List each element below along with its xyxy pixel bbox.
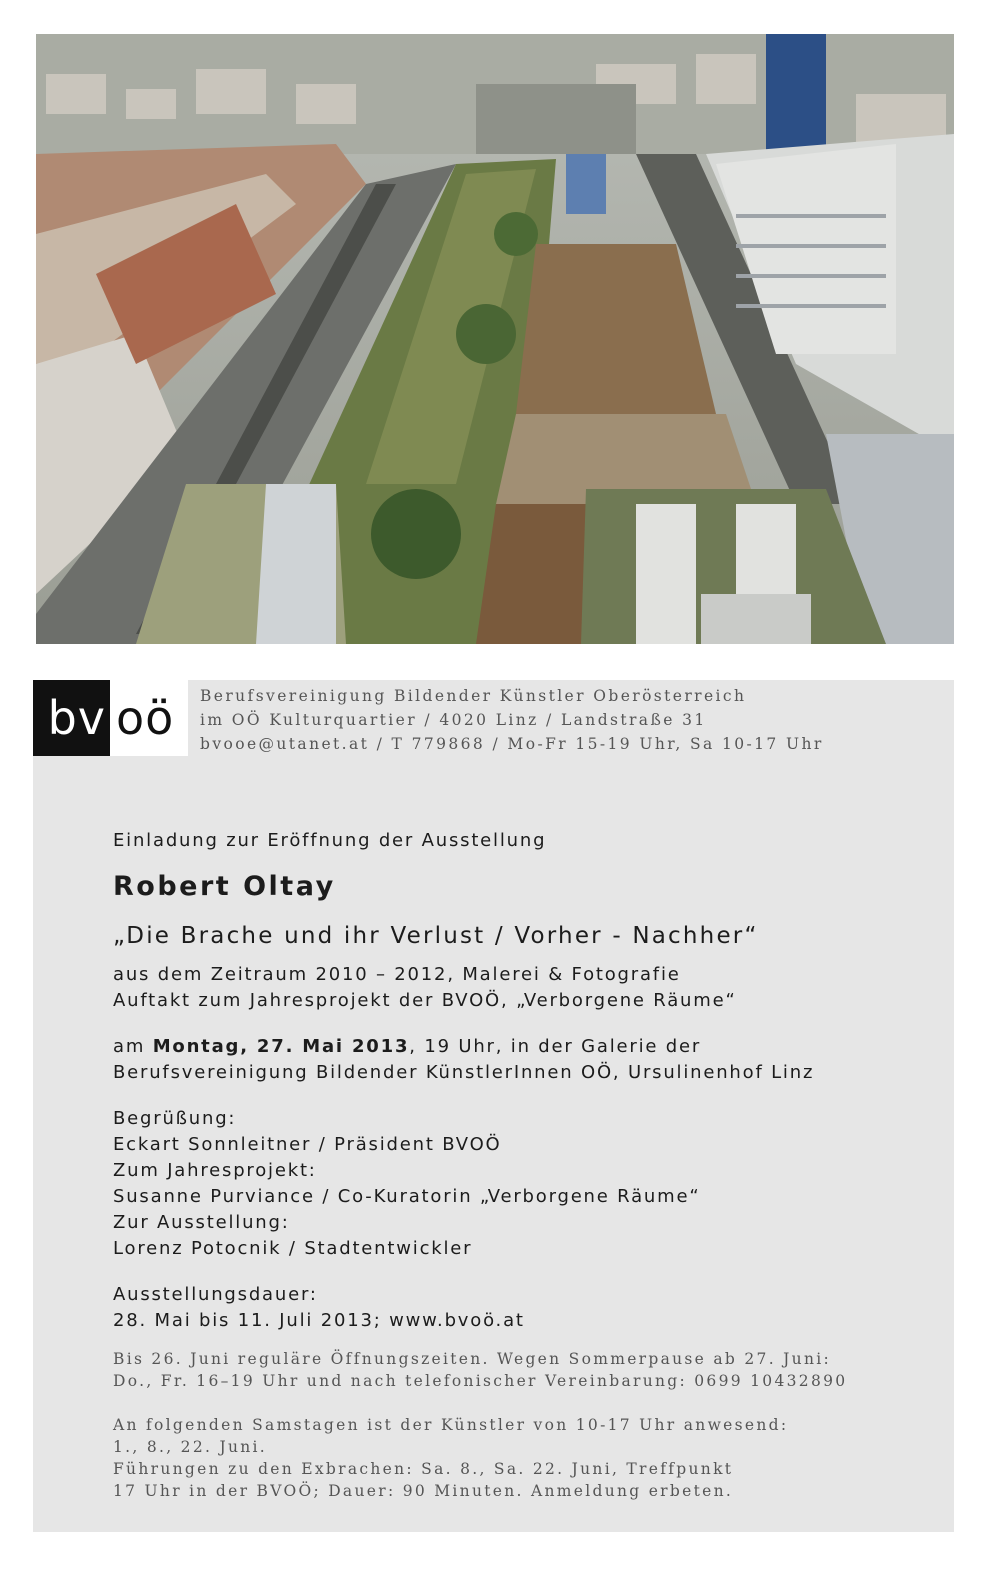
venue-line: Berufsvereinigung Bildender KünstlerInnen OÖ, Ursulinenhof Linz [113,1062,815,1083]
date-line [113,1034,943,1060]
hours-note [113,1348,943,1392]
artist-name: Robert Oltay [113,871,336,902]
period-block [113,962,943,1014]
organization-header [200,684,824,756]
speakers-block [113,1106,943,1262]
aerial-photo [36,34,954,644]
org-contact: bvooe@utanet.at / T 779868 / Mo-Fr 15-19 Uhr, Sa 10-17 Uhr [200,735,824,753]
aerial-city-photo-icon [36,34,954,644]
saturday-line: An folgenden Samstagen ist der Künstler von 10-17 Uhr anwesend: [113,1416,789,1434]
logo-light-part: oö [116,691,175,745]
period-line: aus dem Zeitraum 2010 – 2012, Malerei & Fotografie [113,964,681,985]
duration-block [113,1282,943,1334]
tour-line: 17 Uhr in der BVOÖ; Dauer: 90 Minuten. Anmeldung erbeten. [113,1482,734,1500]
exhibition-person: Lorenz Potocnik / Stadtentwickler [113,1238,473,1259]
date-bold: Montag, 27. Mai 2013 [152,1036,410,1057]
project-person: Susanne Purviance / Co-Kuratorin „Verborgene Räume“ [113,1186,701,1207]
hours-line: Bis 26. Juni reguläre Öffnungszeiten. Wegen Sommerpause ab 27. Juni: [113,1350,832,1368]
exhibition-title: „Die Brache und ihr Verlust / Vorher - Nachher“ [113,923,759,949]
org-name: Berufsvereinigung Bildender Künstler Oberösterreich [200,687,747,705]
saturday-line: 1., 8., 22. Juni. [113,1438,268,1456]
welcome-person: Eckart Sonnleitner / Präsident BVOÖ [113,1134,502,1155]
welcome-label: Begrüßung: [113,1108,237,1129]
saturday-note [113,1414,943,1502]
tour-line: Führungen zu den Exbrachen: Sa. 8., Sa. 22. Juni, Treffpunkt [113,1460,734,1478]
duration-value: 28. Mai bis 11. Juli 2013; www.bvoö.at [113,1310,525,1331]
date-suffix: , 19 Uhr, in der Galerie der [409,1036,702,1057]
org-address: im OÖ Kulturquartier / 4020 Linz / Landstraße 31 [200,711,707,729]
date-prefix: am [113,1036,153,1057]
invitation-body [113,828,943,1502]
invitation-intro: Einladung zur Eröffnung der Ausstellung [113,830,547,851]
bvoo-logo [33,680,188,756]
duration-label: Ausstellungsdauer: [113,1284,318,1305]
logo-dark-part: bv [33,680,110,756]
date-block [113,1034,943,1086]
project-label: Zum Jahresprojekt: [113,1160,317,1181]
exhibition-label: Zur Ausstellung: [113,1212,290,1233]
hours-line: Do., Fr. 16–19 Uhr und nach telefonischer Vereinbarung: 0699 10432890 [113,1372,848,1390]
project-line: Auftakt zum Jahresprojekt der BVOÖ, „Verborgene Räume“ [113,990,737,1011]
